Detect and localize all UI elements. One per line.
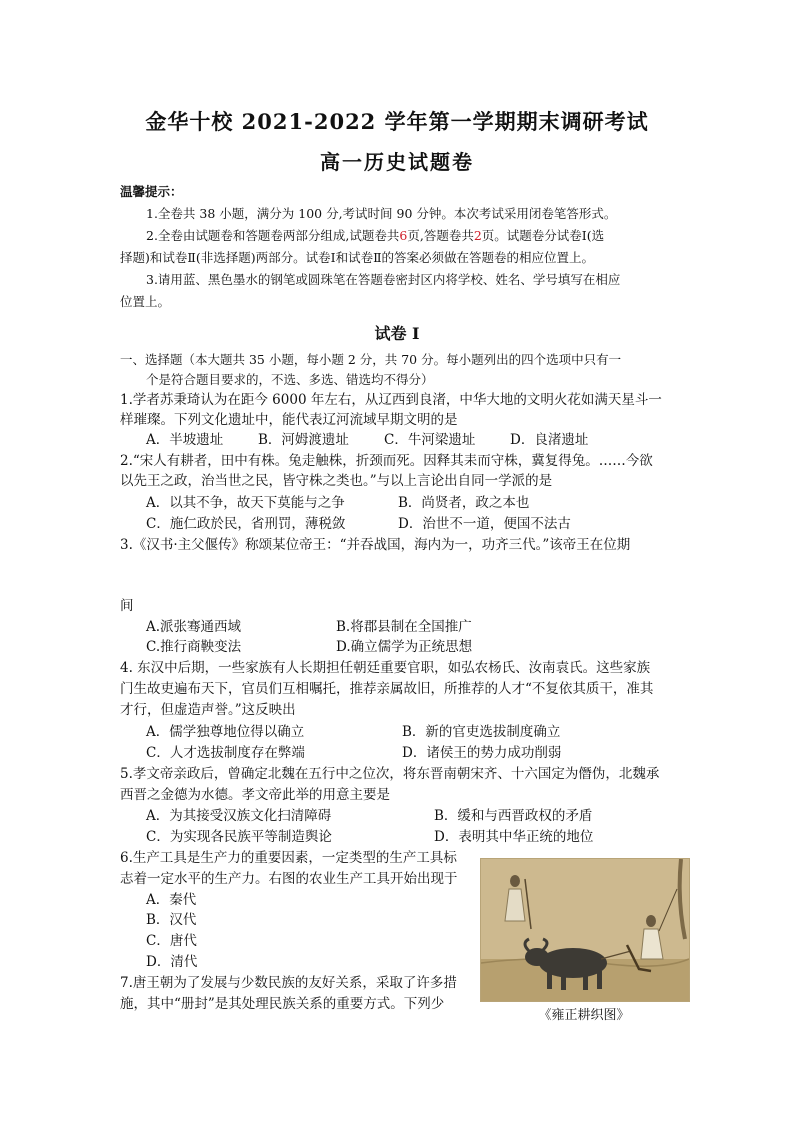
q2-option-c: C．施仁政於民，省刑罚，薄税敛	[146, 516, 346, 532]
q6-option-b: B．汉代	[146, 912, 197, 928]
q3-stem-1: 3.《汉书·主父偃传》称颂某位帝王：“并吞战国，海内为一，功齐三代。”该帝王在位期	[120, 537, 631, 553]
q6-option-d: D．清代	[146, 954, 198, 970]
q4-stem-3: 才行，但虚造声誉。”这反映出	[120, 702, 296, 718]
q5-stem-1: 5.孝文帝亲政后，曾确定北魏在五行中之位次，将东晋南朝宋齐、十六国定为僭伪，北魏承	[120, 766, 660, 782]
q1-option-b: B．河姆渡遗址	[258, 432, 349, 448]
section1-instruction-2: 个是符合题目要求的，不选、多选、错选均不得分）	[146, 372, 434, 387]
figure-caption: 《雍正耕织图》	[538, 1008, 630, 1023]
q5-option-b: B．缓和与西晋政权的矛盾	[434, 808, 593, 824]
section-title: 试卷 I	[374, 324, 420, 343]
q2-option-a: A．以其不争，故天下莫能与之争	[146, 495, 345, 511]
q5-option-d: D．表明其中华正统的地位	[434, 829, 594, 845]
q7-stem-1: 7.唐王朝为了发展与少数民族的友好关系，采取了许多措	[120, 975, 457, 991]
q6-option-a: A．秦代	[146, 892, 197, 908]
q3-option-b: B.将郡县制在全国推广	[336, 619, 472, 635]
q2-option-d: D．治世不一道，便国不法古	[398, 516, 571, 532]
notice-line-4: 3.请用蓝、黑色墨水的钢笔或圆珠笔在答题卷密封区内将学校、姓名、学号填写在相应	[146, 272, 621, 287]
section1-instruction-1: 一、选择题（本大题共 35 小题，每小题 2 分，共 70 分。每小题列出的四个选项中只有一	[120, 352, 622, 367]
q2-option-b: B．尚贤者，政之本也	[398, 495, 530, 511]
notice-heading: 温馨提示：	[120, 184, 183, 199]
q3-option-c: C.推行商鞅变法	[146, 639, 242, 655]
q4-option-d: D．诸侯王的势力成功削弱	[402, 745, 562, 761]
q1-stem-1: 1.学者苏秉琦认为在距今 6000 年左右，从辽西到良渚，中华大地的文明火花如满天星斗一	[120, 392, 662, 408]
q1-stem-2: 样璀璨。下列文化遗址中，能代表辽河流域早期文明的是	[120, 412, 458, 428]
q5-stem-2: 西晋之金德为水德。孝文帝此举的用意主要是	[120, 787, 390, 803]
q4-stem-2: 门生故吏遍布天下，官员们互相嘱托，推荐亲属故旧，所推荐的人才“不复依其质干，准其	[120, 681, 654, 697]
notice-line-1: 1.全卷共 38 小题，满分为 100 分,考试时间 90 分钟。本次考试采用闭卷笔答形式。	[146, 206, 617, 221]
q2-stem-2: 以先王之政，治当世之民，皆守株之类也。”与以上言论出自同一学派的是	[120, 473, 553, 489]
notice-line-5: 位置上。	[120, 294, 171, 309]
q7-stem-2: 施，其中“册封”是其处理民族关系的重要方式。下列少	[120, 996, 445, 1012]
notice-line-3: 择题)和试卷Ⅱ(非选择题)两部分。试卷Ⅰ和试卷Ⅱ的答案必须做在答题卷的相应位置上。	[120, 250, 595, 265]
q4-option-c: C．人才选拔制度存在弊端	[146, 745, 305, 761]
q1-option-d: D．良渚遗址	[510, 432, 589, 448]
q1-option-c: C．牛河梁遗址	[384, 432, 476, 448]
q4-option-b: B．新的官吏选拔制度确立	[402, 724, 561, 740]
notice-line-2: 2.全卷由试题卷和答题卷两部分组成,试题卷共6页,答题卷共2页。试题卷分试卷Ⅰ(选	[146, 228, 605, 243]
q5-option-c: C．为实现各民族平等制造舆论	[146, 829, 332, 845]
q4-option-a: A．儒学独尊地位得以确立	[146, 724, 305, 740]
page-count-exam: 6	[399, 228, 408, 243]
q1-option-a: A．半坡遗址	[146, 432, 224, 448]
q3-option-d: D.确立儒学为正统思想	[336, 639, 473, 655]
q3-option-a: A.派张骞通西域	[146, 619, 242, 635]
q6-stem-1: 6.生产工具是生产力的重要因素，一定类型的生产工具标	[120, 850, 457, 866]
q5-option-a: A．为其接受汉族文化扫清障碍	[146, 808, 332, 824]
page-count-answer: 2	[473, 228, 482, 243]
q2-stem-1: 2.“宋人有耕者，田中有株。兔走触株，折颈而死。因释其耒而守株，冀复得兔。……今欲	[120, 453, 653, 469]
q3-stem-2: 间	[120, 598, 134, 614]
exam-title: 金华十校 2021-2022 学年第一学期期末调研考试	[145, 109, 649, 134]
q4-stem-1: 4. 东汉中后期，一些家族有人长期担任朝廷重要官职，如弘农杨氏、汝南袁氏。这些家族	[120, 660, 651, 676]
exam-subtitle: 高一历史试题卷	[320, 150, 474, 174]
plowing-painting-image	[480, 858, 690, 1002]
q6-stem-2: 志着一定水平的生产力。右图的农业生产工具开始出现于	[120, 871, 458, 887]
q6-option-c: C．唐代	[146, 933, 197, 949]
